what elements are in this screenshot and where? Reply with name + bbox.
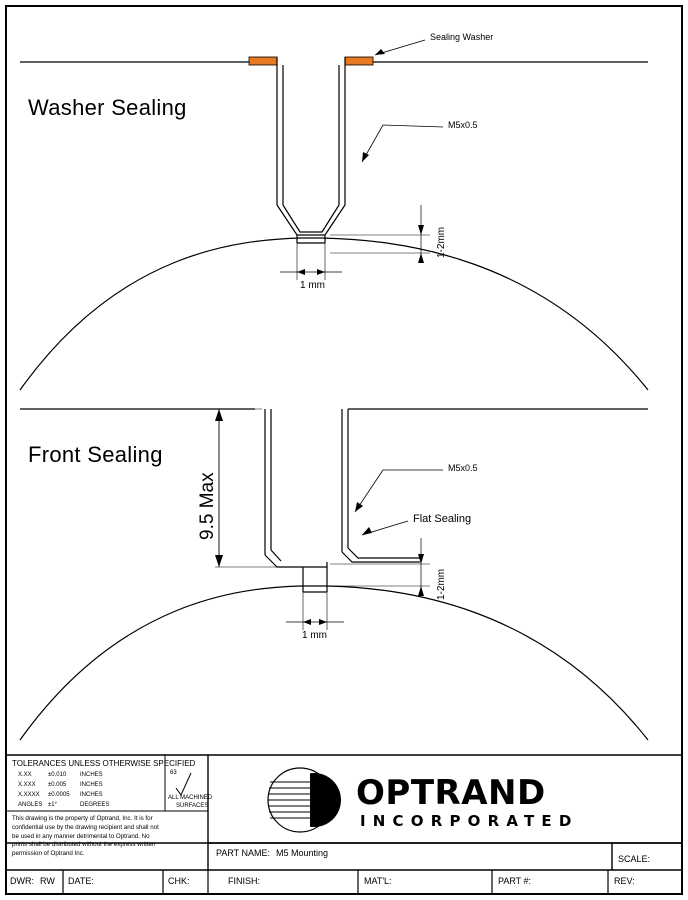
dimension-1-2mm-top: 1-2mm	[436, 226, 447, 258]
leader-arrow-m5-top	[362, 152, 369, 162]
arrow-left-top	[297, 269, 305, 275]
arrow-down-top	[418, 253, 424, 263]
surface-note-line2: SURFACES	[176, 803, 209, 809]
arrow-right-top	[317, 269, 325, 275]
leader-m5-top	[362, 125, 443, 162]
tolerance-row-2-place: X.XXXX	[18, 792, 40, 798]
tolerance-row-0-place: X.XX	[18, 772, 32, 778]
logo-subtitle: INCORPORATED	[360, 812, 579, 830]
dimension-1-2mm-bottom: 1-2mm	[436, 568, 447, 600]
tolerance-row-2-unit: INCHES	[80, 792, 103, 798]
legal-notice: This drawing is the property of Optrand, Inc. It is for confidential use by the drawing recipient and shall not be used in any manner detrimental to Optrand. No prints shall be distributed without the express written permission of Optrand Inc.	[12, 815, 159, 858]
leader-m5-bottom	[355, 470, 443, 512]
callout-sealing-washer: Sealing Washer	[430, 32, 494, 42]
scale-label: SCALE:	[618, 854, 651, 864]
logo-mark	[268, 768, 341, 832]
tolerance-row-0-unit: INCHES	[80, 772, 103, 778]
tolerance-row-0-value: ±0.010	[48, 772, 67, 778]
dwr-value[interactable]: RW	[40, 876, 55, 886]
callout-flat-sealing: Flat Sealing	[413, 513, 472, 525]
flat-sealing-face	[348, 548, 420, 558]
part-label: PART #:	[498, 876, 532, 886]
callout-m5-top: M5x0.5	[448, 120, 478, 130]
dimension-1mm-top: 1 mm	[300, 280, 325, 291]
probe-left-chamfer-bottom	[265, 555, 303, 567]
chk-label: CHK:	[168, 876, 190, 886]
probe-nose-taper-inner	[283, 205, 339, 232]
finish-label: FINISH:	[228, 876, 261, 886]
surface-finish-symbol	[176, 773, 191, 795]
tolerance-row-1-value: ±0.005	[48, 782, 67, 788]
sealing-washer-left	[249, 57, 277, 65]
matl-label: MAT'L:	[364, 876, 392, 886]
callout-m5-bottom: M5x0.5	[448, 463, 478, 473]
logo-wordmark: OPTRAND	[356, 773, 546, 813]
probe-left-chamfer-inner-bottom	[271, 550, 281, 561]
leader-arrow-sealing-washer	[375, 49, 385, 55]
dimension-1mm-bottom: 1 mm	[302, 630, 327, 641]
arrow-left-bottom	[303, 619, 311, 625]
tolerance-row-3-unit: DEGREES	[80, 802, 110, 808]
part-name-value: M5 Mounting	[276, 848, 329, 858]
tolerance-row-1-unit: INCHES	[80, 782, 103, 788]
tolerance-row-2-value: ±0.0005	[48, 792, 70, 798]
section-title-washer-sealing: Washer Sealing	[28, 95, 187, 120]
arrow-up-top	[418, 225, 424, 235]
tolerance-row-3-place: ANGLES	[18, 802, 43, 808]
part-name-label: PART NAME:	[216, 848, 271, 858]
date-label: DATE:	[68, 876, 94, 886]
dome-curve-top	[20, 238, 648, 390]
section-title-front-sealing: Front Sealing	[28, 442, 163, 467]
arrow-right-bottom	[319, 619, 327, 625]
dwr-label: DWR:	[10, 876, 34, 886]
tolerance-row-1-place: X.XXX	[18, 782, 36, 788]
surface-note-line1: ALL MACHINED	[168, 795, 213, 801]
rev-label: REV:	[614, 876, 635, 886]
leader-arrow-m5-bottom	[355, 502, 363, 512]
arrow-up-95	[215, 409, 223, 421]
tolerance-heading: TOLERANCES UNLESS OTHERWISE SPECIFIED	[12, 759, 196, 768]
dome-curve-bottom	[20, 586, 648, 740]
leader-arrow-flat-sealing	[362, 527, 372, 535]
arrow-down-bottom	[418, 586, 424, 596]
sealing-washer-right	[345, 57, 373, 65]
arrow-down-95	[215, 555, 223, 567]
surface-finish-value: 63	[170, 770, 177, 776]
probe-nose-taper	[277, 205, 345, 235]
tolerance-row-3-value: ±1°	[48, 802, 58, 808]
dimension-9-5-max: 9.5 Max	[197, 472, 218, 540]
